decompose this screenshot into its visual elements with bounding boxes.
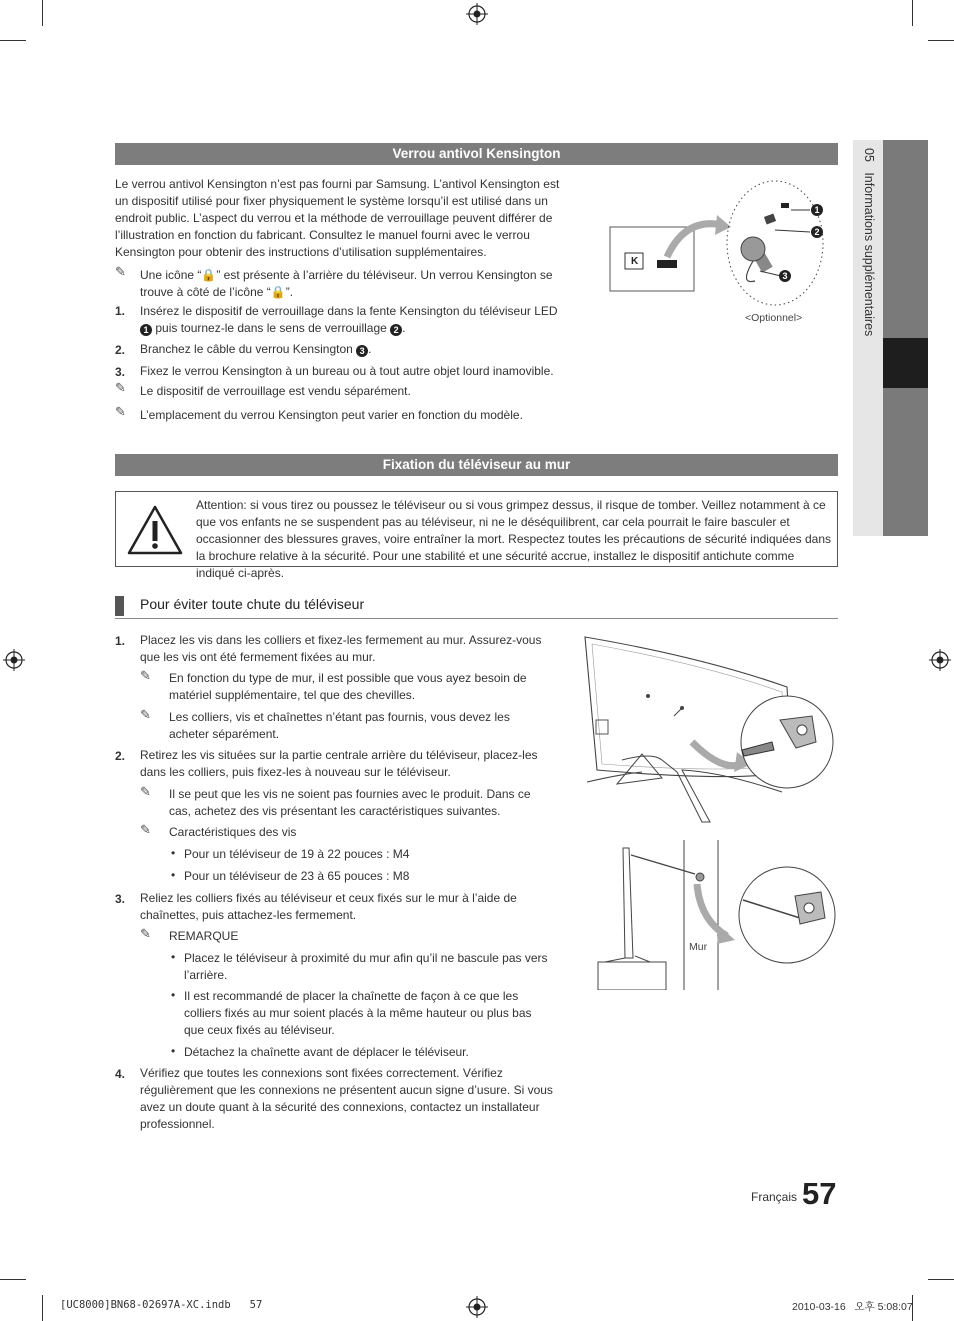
wall-step-4: Vérifiez que toutes les connexions sont fixées correctement. Vérifiez régulièrement que les connexions ne présentent aucun signe d’usure. Si vous avez un doute quant à la sécurité des connexions, contactez un installateur professionnel. bbox=[140, 1066, 553, 1131]
wall-step-1: Placez les vis dans les colliers et fixez-les fermement au mur. Assurez-vous que les vis ont été fermement fixées au mur. bbox=[140, 633, 542, 664]
wall-step-2-note-2: Caractéristiques des vis bbox=[169, 825, 297, 839]
kensington-step-1: Insérez le dispositif de verrouillage dans la fente Kensington du téléviseur LED 1 puis tournez-le dans le sens de verrouillage 2 . bbox=[140, 304, 558, 335]
note-icon: ✎ bbox=[140, 926, 151, 941]
registration-mark-icon bbox=[3, 649, 25, 671]
kensington-note-2: L’emplacement du verrou Kensington peut varier en fonction du modèle. bbox=[140, 408, 523, 422]
chapter-tab-marker bbox=[883, 338, 928, 388]
callout-1: 1 bbox=[811, 204, 823, 216]
bullet-icon: • bbox=[171, 1044, 176, 1058]
step-number: 1. bbox=[115, 304, 126, 318]
kensington-note-1: Le dispositif de verrouillage est vendu séparément. bbox=[140, 384, 411, 398]
warning-text: Attention: si vous tirez ou poussez le téléviseur ou si vous grimpez dessus, il risque de tomber. Veillez notamment à ce que vos enfants ne se suspendent pas au téléviseur, ni ne le déséquilibrent, car cela pourrait le faire basculer et occasionner des blessures graves, voire entraîner la mort. Respectez toutes les précautions de sécurité indiquées dans la brochure relative à la sécurité. Pour une stabilité et une sécurité accrue, installez le dispositif antichute comme indiqué ci-après. bbox=[196, 498, 832, 580]
list-item: Pour un téléviseur de 19 à 22 pouces : M4 bbox=[184, 847, 410, 861]
step-number: 2. bbox=[115, 343, 126, 357]
step-number: 3. bbox=[115, 365, 126, 379]
step-number: 3. bbox=[115, 892, 126, 906]
footer-language: Français bbox=[751, 1190, 798, 1204]
wall-step-3: Reliez les colliers fixés au téléviseur et ceux fixés sur le mur à l’aide de chaînettes, puis attachez-les fermement. bbox=[140, 891, 517, 922]
callout-2: 2 bbox=[811, 226, 823, 238]
section-heading-kensington: Verrou antivol Kensington bbox=[115, 143, 838, 165]
footer-file: [UC8000]BN68-02697A-XC.indb 57 bbox=[60, 1299, 263, 1311]
tv-side-wall-illustration bbox=[595, 840, 845, 990]
wall-step-1-note-2: Les colliers, vis et chaînettes n’étant pas fournis, vous devez les acheter séparément. bbox=[169, 710, 510, 741]
registration-mark-icon bbox=[466, 3, 488, 25]
section-heading-wall-mount: Fixation du téléviseur au mur bbox=[115, 454, 838, 476]
note-icon: ✎ bbox=[115, 404, 126, 419]
note-icon: ✎ bbox=[140, 822, 151, 837]
callout-marker: 2 bbox=[390, 324, 402, 336]
figure-caption-optional: <Optionnel> bbox=[745, 312, 803, 324]
kensington-step-2: Branchez le câble du verrou Kensington 3 . bbox=[140, 342, 372, 356]
kensington-icon-note: Une icône “🔒” est présente à l’arrière du téléviseur. Un verrou Kensington se trouve à côté de l’icône “🔒”. bbox=[140, 268, 553, 299]
step-number: 4. bbox=[115, 1067, 126, 1081]
crop-mark bbox=[928, 40, 954, 41]
note-icon: ✎ bbox=[140, 784, 151, 799]
registration-mark-icon bbox=[466, 1296, 488, 1318]
crop-mark bbox=[912, 0, 913, 26]
wall-step-3-note: REMARQUE bbox=[169, 929, 239, 943]
kensington-step-3: Fixez le verrou Kensington à un bureau ou à tout autre objet lourd inamovible. bbox=[140, 364, 554, 378]
note-icon: ✎ bbox=[115, 264, 126, 279]
registration-mark-icon bbox=[929, 649, 951, 671]
kensington-icon: 🔒 bbox=[270, 285, 286, 299]
crop-mark bbox=[0, 40, 26, 41]
kensington-slot-label: K bbox=[631, 256, 639, 267]
list-item: Il est recommandé de placer la chaînette de façon à ce que les colliers fixés au mur soient placés à la même hauteur ou plus bas que ceux fixés au téléviseur. bbox=[184, 989, 532, 1037]
divider bbox=[115, 618, 838, 619]
kensington-intro: Le verrou antivol Kensington n’est pas fourni par Samsung. L’antivol Kensington est un dispositif utilisé pour fixer physiquement le système lorsqu’il est utilisé dans un endroit public. L’aspect du verrou et la méthode de verrouillage peuvent différer de l’illustration en fonction du fabricant. Consultez le manuel fourni avec le verrou Kensington pour obtenir des instructions d’utilisation supplémentaires. bbox=[115, 177, 560, 259]
warning-triangle-icon bbox=[126, 504, 184, 556]
bullet-icon: • bbox=[171, 988, 176, 1002]
warning-box bbox=[115, 491, 838, 580]
note-icon: ✎ bbox=[140, 668, 151, 683]
bullet-icon: • bbox=[171, 950, 176, 964]
chapter-title: 05 Informations supplémentaires bbox=[862, 148, 876, 337]
crop-mark bbox=[42, 1295, 43, 1321]
bullet-icon: • bbox=[171, 868, 176, 882]
step-number: 2. bbox=[115, 749, 126, 763]
list-item: Pour un téléviseur de 23 à 65 pouces : M8 bbox=[184, 869, 410, 883]
page-number: 57 bbox=[802, 1176, 837, 1211]
warning-label: Attention bbox=[196, 498, 244, 512]
list-item: Détachez la chaînette avant de déplacer le téléviseur. bbox=[184, 1045, 469, 1059]
footer-date: 2010-03-16 오후 5:08:07 bbox=[792, 1301, 913, 1313]
tv-back-bracket-illustration bbox=[582, 632, 842, 827]
wall-step-1-note-1: En fonction du type de mur, il est possible que vous ayez besoin de matériel supplémentaire, tel que des chevilles. bbox=[169, 671, 527, 702]
list-item: Placez le téléviseur à proximité du mur afin qu’il ne bascule pas vers l’arrière. bbox=[184, 951, 548, 982]
crop-mark bbox=[42, 0, 43, 26]
subheading-marker bbox=[115, 596, 124, 616]
callout-3: 3 bbox=[779, 270, 791, 282]
crop-mark bbox=[0, 1279, 26, 1280]
note-icon: ✎ bbox=[140, 707, 151, 722]
subheading-prevent-fall: Pour éviter toute chute du téléviseur bbox=[140, 596, 365, 612]
wall-label: Mur bbox=[689, 941, 708, 953]
kensington-icon: 🔒 bbox=[201, 268, 217, 282]
wall-step-2: Retirez les vis situées sur la partie centrale arrière du téléviseur, placez-les dans les colliers, puis fixez-les à nouveau sur le téléviseur. bbox=[140, 748, 538, 779]
note-icon: ✎ bbox=[115, 380, 126, 395]
step-number: 1. bbox=[115, 634, 126, 648]
bullet-icon: • bbox=[171, 846, 176, 860]
crop-mark bbox=[928, 1279, 954, 1280]
kensington-lock-illustration bbox=[605, 175, 845, 335]
callout-marker: 3 bbox=[356, 345, 368, 357]
callout-marker: 1 bbox=[140, 324, 152, 336]
wall-step-2-note-1: Il se peut que les vis ne soient pas fournies avec le produit. Dans ce cas, achetez des vis présentant les caractéristiques suivantes. bbox=[169, 787, 531, 818]
